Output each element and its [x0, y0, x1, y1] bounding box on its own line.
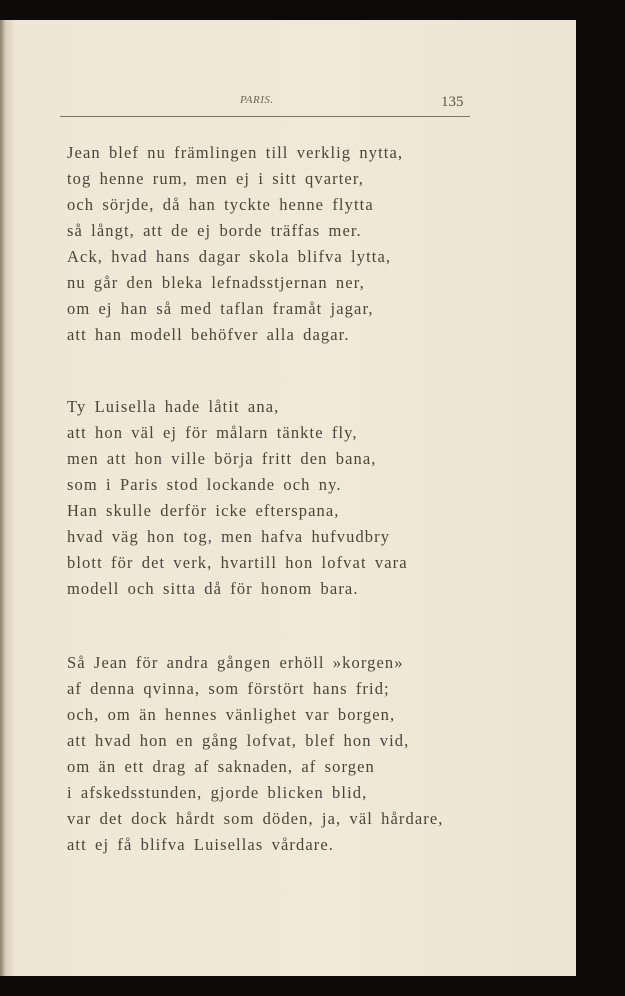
- verse-line: tog henne rum, men ej i sitt qvarter,: [67, 169, 365, 188]
- verse-line: att ej få blifva Luisellas vårdare.: [67, 835, 334, 854]
- verse-line: Jean blef nu främlingen till verklig nytta,: [67, 143, 404, 162]
- verse-line: om ej han så med taflan framåt jagar,: [67, 299, 374, 318]
- verse-line: och, om än hennes vänlighet var borgen,: [67, 705, 396, 724]
- verse-line: som i Paris stod lockande och ny.: [67, 475, 342, 494]
- verse-line: om än ett drag af saknaden, af sorgen: [67, 757, 375, 776]
- verse-line: att hvad hon en gång lofvat, blef hon vid,: [67, 731, 410, 750]
- verse-line: att han modell behöfver alla dagar.: [67, 325, 350, 344]
- verse-line: nu går den bleka lefnadsstjernan ner,: [67, 273, 365, 292]
- verse-line: Så Jean för andra gången erhöll »korgen»: [67, 653, 404, 672]
- stanza-2: [67, 394, 408, 602]
- page-number: 135: [441, 94, 464, 110]
- verse-line: hvad väg hon tog, men hafva hufvudbry: [67, 527, 391, 546]
- running-head-title: PARIS.: [240, 94, 274, 106]
- verse-line: blott för det verk, hvartill hon lofvat vara: [67, 553, 408, 572]
- verse-line: Ack, hvad hans dagar skola blifva lytta,: [67, 247, 392, 266]
- verse-line: Ty Luisella hade låtit ana,: [67, 397, 280, 416]
- stanza-3: [67, 650, 444, 858]
- verse-line: modell och sitta då för honom bara.: [67, 579, 359, 598]
- verse-line: men att hon ville börja fritt den bana,: [67, 449, 377, 468]
- verse-line: så långt, att de ej borde träffas mer.: [67, 221, 362, 240]
- stanza-1: [67, 140, 403, 348]
- verse-line: Han skulle derför icke efterspana,: [67, 501, 340, 520]
- verse-line: och sörjde, då han tyckte henne flytta: [67, 195, 374, 214]
- verse-line: i afskedsstunden, gjorde blicken blid,: [67, 783, 368, 802]
- running-head: [0, 86, 576, 116]
- header-rule: [60, 116, 470, 117]
- verse-line: af denna qvinna, som förstört hans frid;: [67, 679, 390, 698]
- book-page: [0, 20, 576, 976]
- verse-line: att hon väl ej för målarn tänkte fly,: [67, 423, 358, 442]
- verse-line: var det dock hårdt som döden, ja, väl hårdare,: [67, 809, 444, 828]
